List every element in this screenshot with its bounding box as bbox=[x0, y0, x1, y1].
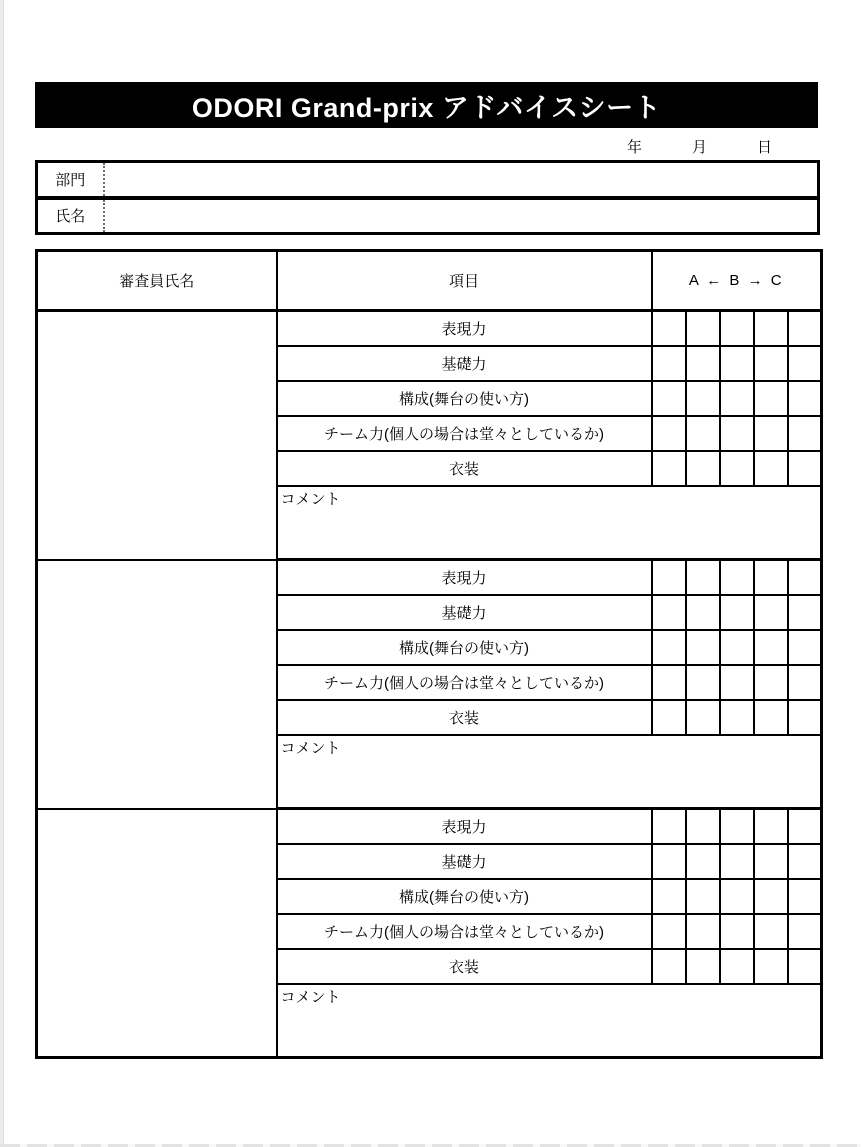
rating-cell-3[interactable] bbox=[720, 416, 754, 451]
rating-cell-3[interactable] bbox=[720, 630, 754, 665]
rating-cell-5[interactable] bbox=[788, 665, 822, 700]
rating-cell-4[interactable] bbox=[754, 879, 788, 914]
page-title: ODORI Grand-prix アドバイスシート bbox=[191, 92, 662, 123]
rating-cell-3[interactable] bbox=[720, 844, 754, 879]
rating-scale-header: A ← B → C bbox=[652, 251, 822, 311]
item-label: 構成(舞台の使い方) bbox=[277, 879, 652, 914]
table-row bbox=[37, 198, 819, 234]
rating-cell-3[interactable] bbox=[720, 346, 754, 381]
rating-cell-4[interactable] bbox=[754, 416, 788, 451]
rating-cell-5[interactable] bbox=[788, 914, 822, 949]
rating-cell-1[interactable] bbox=[652, 844, 686, 879]
department-field[interactable] bbox=[104, 162, 819, 198]
rating-cell-3[interactable] bbox=[720, 560, 754, 595]
item-label: 衣装 bbox=[277, 700, 652, 735]
item-row bbox=[37, 809, 822, 844]
rating-cell-5[interactable] bbox=[788, 595, 822, 630]
rating-cell-2[interactable] bbox=[686, 416, 720, 451]
rating-cell-1[interactable] bbox=[652, 700, 686, 735]
item-label: 衣装 bbox=[277, 949, 652, 984]
rating-cell-3[interactable] bbox=[720, 381, 754, 416]
month-label: 月 bbox=[691, 139, 707, 156]
name-field[interactable] bbox=[104, 198, 819, 234]
comment-label: コメント bbox=[280, 490, 341, 508]
rating-cell-5[interactable] bbox=[788, 630, 822, 665]
rating-cell-3[interactable] bbox=[720, 809, 754, 844]
page-edge-left bbox=[0, 0, 4, 1147]
item-label: チーム力(個人の場合は堂々としているか) bbox=[277, 914, 652, 949]
rating-cell-2[interactable] bbox=[686, 809, 720, 844]
table-header-row bbox=[37, 251, 822, 311]
item-row bbox=[37, 311, 822, 346]
rating-cell-1[interactable] bbox=[652, 665, 686, 700]
rating-cell-1[interactable] bbox=[652, 809, 686, 844]
rating-cell-4[interactable] bbox=[754, 381, 788, 416]
sheet-content bbox=[35, 0, 820, 1059]
rating-cell-2[interactable] bbox=[686, 560, 720, 595]
rating-cell-4[interactable] bbox=[754, 451, 788, 486]
year-label: 年 bbox=[626, 139, 642, 156]
rating-cell-4[interactable] bbox=[754, 346, 788, 381]
rating-cell-2[interactable] bbox=[686, 451, 720, 486]
item-label: 基礎力 bbox=[277, 346, 652, 381]
comment-label: コメント bbox=[280, 739, 341, 757]
rating-cell-1[interactable] bbox=[652, 311, 686, 346]
rating-cell-3[interactable] bbox=[720, 949, 754, 984]
rating-cell-2[interactable] bbox=[686, 700, 720, 735]
rating-cell-1[interactable] bbox=[652, 879, 686, 914]
rating-cell-4[interactable] bbox=[754, 595, 788, 630]
name-label: 氏名 bbox=[37, 198, 104, 234]
title-banner bbox=[35, 82, 818, 128]
item-label: 基礎力 bbox=[277, 844, 652, 879]
rating-cell-4[interactable] bbox=[754, 560, 788, 595]
item-label: チーム力(個人の場合は堂々としているか) bbox=[277, 665, 652, 700]
rating-cell-4[interactable] bbox=[754, 700, 788, 735]
rating-cell-1[interactable] bbox=[652, 451, 686, 486]
rating-cell-1[interactable] bbox=[652, 560, 686, 595]
item-row bbox=[37, 560, 822, 595]
rating-cell-5[interactable] bbox=[788, 949, 822, 984]
rating-cell-5[interactable] bbox=[788, 311, 822, 346]
rating-cell-3[interactable] bbox=[720, 700, 754, 735]
item-label: 構成(舞台の使い方) bbox=[277, 381, 652, 416]
item-label: 表現力 bbox=[277, 809, 652, 844]
rating-cell-1[interactable] bbox=[652, 416, 686, 451]
rating-cell-2[interactable] bbox=[686, 381, 720, 416]
rating-cell-3[interactable] bbox=[720, 914, 754, 949]
judge-name-header: 審査員氏名 bbox=[37, 251, 277, 311]
item-label: 基礎力 bbox=[277, 595, 652, 630]
rating-cell-5[interactable] bbox=[788, 381, 822, 416]
rating-cell-2[interactable] bbox=[686, 949, 720, 984]
comment-label: コメント bbox=[280, 988, 341, 1006]
rating-cell-2[interactable] bbox=[686, 665, 720, 700]
item-label: 構成(舞台の使い方) bbox=[277, 630, 652, 665]
comment-cell[interactable] bbox=[277, 984, 822, 1058]
item-label: 表現力 bbox=[277, 560, 652, 595]
comment-cell[interactable] bbox=[277, 735, 822, 809]
item-label: 衣装 bbox=[277, 451, 652, 486]
rating-cell-5[interactable] bbox=[788, 560, 822, 595]
rating-cell-5[interactable] bbox=[788, 451, 822, 486]
rating-cell-3[interactable] bbox=[720, 595, 754, 630]
department-label: 部門 bbox=[37, 162, 104, 198]
info-table bbox=[35, 160, 820, 235]
rating-cell-4[interactable] bbox=[754, 630, 788, 665]
rating-cell-2[interactable] bbox=[686, 595, 720, 630]
rating-cell-2[interactable] bbox=[686, 630, 720, 665]
table-row bbox=[37, 162, 819, 198]
judge-name-cell[interactable] bbox=[37, 560, 277, 809]
rating-cell-4[interactable] bbox=[754, 844, 788, 879]
judge-name-cell[interactable] bbox=[37, 311, 277, 560]
rating-cell-1[interactable] bbox=[652, 346, 686, 381]
rating-cell-5[interactable] bbox=[788, 879, 822, 914]
rating-cell-1[interactable] bbox=[652, 949, 686, 984]
rating-cell-2[interactable] bbox=[686, 844, 720, 879]
rating-cell-4[interactable] bbox=[754, 665, 788, 700]
item-header: 項目 bbox=[277, 251, 652, 311]
rating-cell-5[interactable] bbox=[788, 844, 822, 879]
rating-cell-3[interactable] bbox=[720, 311, 754, 346]
rating-cell-4[interactable] bbox=[754, 914, 788, 949]
rating-cell-1[interactable] bbox=[652, 914, 686, 949]
rating-cell-1[interactable] bbox=[652, 595, 686, 630]
rating-cell-4[interactable] bbox=[754, 311, 788, 346]
item-label: チーム力(個人の場合は堂々としているか) bbox=[277, 416, 652, 451]
rating-cell-5[interactable] bbox=[788, 416, 822, 451]
rating-cell-3[interactable] bbox=[720, 665, 754, 700]
judging-table bbox=[35, 249, 823, 1059]
rating-cell-2[interactable] bbox=[686, 879, 720, 914]
rating-cell-5[interactable] bbox=[788, 346, 822, 381]
item-label: 表現力 bbox=[277, 311, 652, 346]
rating-cell-1[interactable] bbox=[652, 381, 686, 416]
day-label: 日 bbox=[756, 139, 772, 156]
rating-cell-2[interactable] bbox=[686, 311, 720, 346]
rating-cell-4[interactable] bbox=[754, 949, 788, 984]
rating-cell-4[interactable] bbox=[754, 809, 788, 844]
rating-cell-2[interactable] bbox=[686, 346, 720, 381]
rating-cell-3[interactable] bbox=[720, 451, 754, 486]
rating-cell-5[interactable] bbox=[788, 700, 822, 735]
rating-cell-1[interactable] bbox=[652, 630, 686, 665]
rating-cell-3[interactable] bbox=[720, 879, 754, 914]
date-line bbox=[35, 128, 820, 160]
rating-cell-2[interactable] bbox=[686, 914, 720, 949]
main-table-body bbox=[37, 311, 822, 1058]
judge-name-cell[interactable] bbox=[37, 809, 277, 1058]
comment-cell[interactable] bbox=[277, 486, 822, 560]
rating-cell-5[interactable] bbox=[788, 809, 822, 844]
